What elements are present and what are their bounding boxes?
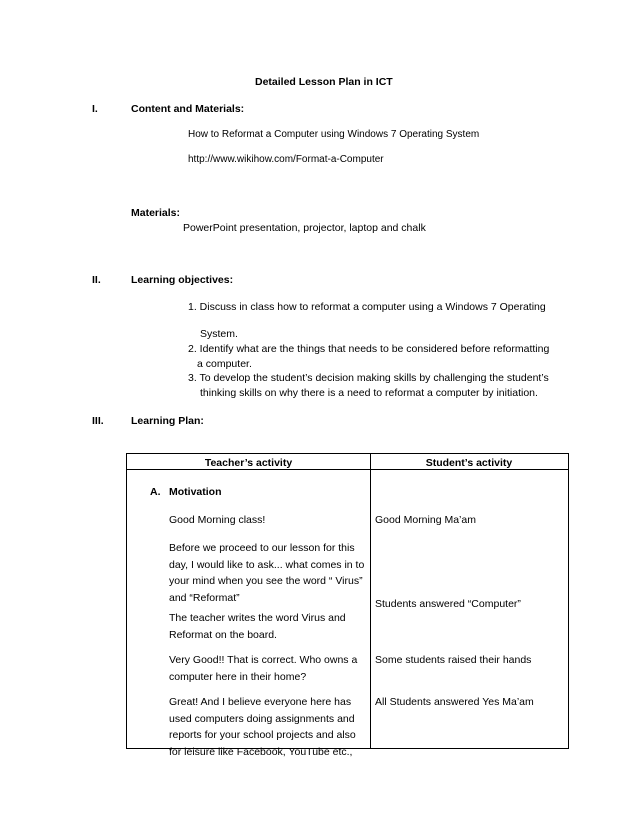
section-one-numeral: I. bbox=[92, 103, 98, 115]
header-student-activity: Student’s activity bbox=[425, 457, 513, 469]
teacher-activity-question: Before we proceed to our lesson for this day, I would like to ask... what comes in to your mind when you see the word “ Virus” and “Reformat” bbox=[169, 542, 365, 604]
teacher-activity-greeting: Good Morning class! bbox=[169, 514, 266, 526]
student-activity-raise-hands: Some students raised their hands bbox=[375, 654, 532, 666]
materials-heading: Materials: bbox=[131, 207, 181, 219]
motivation-label: A. bbox=[150, 486, 161, 498]
objective-3-line-2: thinking skills on why there is a need to reformat a computer by initiation. bbox=[200, 387, 538, 399]
materials-list: PowerPoint presentation, projector, laptop and chalk bbox=[183, 222, 426, 234]
student-activity-yes: All Students answered Yes Ma’am bbox=[375, 696, 534, 708]
objective-2-line-1: 2. Identify what are the things that needs to be considered before reformatting bbox=[188, 343, 550, 355]
objective-1-line-1: 1. Discuss in class how to reformat a computer using a Windows 7 Operating bbox=[188, 301, 546, 313]
section-two-heading: Learning objectives: bbox=[131, 274, 234, 286]
section-one-heading: Content and Materials: bbox=[131, 103, 245, 115]
section-two-numeral: II. bbox=[92, 274, 101, 286]
objective-2-line-2: a computer. bbox=[197, 358, 252, 370]
page-title: Detailed Lesson Plan in ICT bbox=[255, 76, 393, 88]
teacher-activity-ownership: Very Good!! That is correct. Who owns a computer here in their home? bbox=[169, 654, 358, 683]
reference-url: http://www.wikihow.com/Format-a-Computer bbox=[188, 154, 384, 165]
student-activity-greeting: Good Morning Ma’am bbox=[375, 514, 476, 526]
section-three-heading: Learning Plan: bbox=[131, 415, 204, 427]
learning-plan-table bbox=[126, 453, 569, 758]
student-activity-answer: Students answered “Computer” bbox=[375, 598, 521, 610]
teacher-activity-usage: Great! And I believe everyone here has used computers doing assignments and reports for your school projects and also for leisure like Facebook, YouTube etc., bbox=[169, 696, 356, 758]
teacher-activity-board: The teacher writes the word Virus and Reformat on the board. bbox=[169, 612, 346, 641]
motivation-title: Motivation bbox=[169, 486, 222, 498]
objective-3-line-1: 3. To develop the student’s decision making skills by challenging the student’s bbox=[188, 372, 549, 384]
lesson-topic: How to Reformat a Computer using Windows 7 Operating System bbox=[188, 129, 480, 140]
header-teacher-activity: Teacher’s activity bbox=[204, 457, 293, 469]
section-three-numeral: III. bbox=[92, 415, 104, 427]
column-divider bbox=[370, 454, 371, 748]
objective-1-line-2: System. bbox=[200, 328, 238, 340]
